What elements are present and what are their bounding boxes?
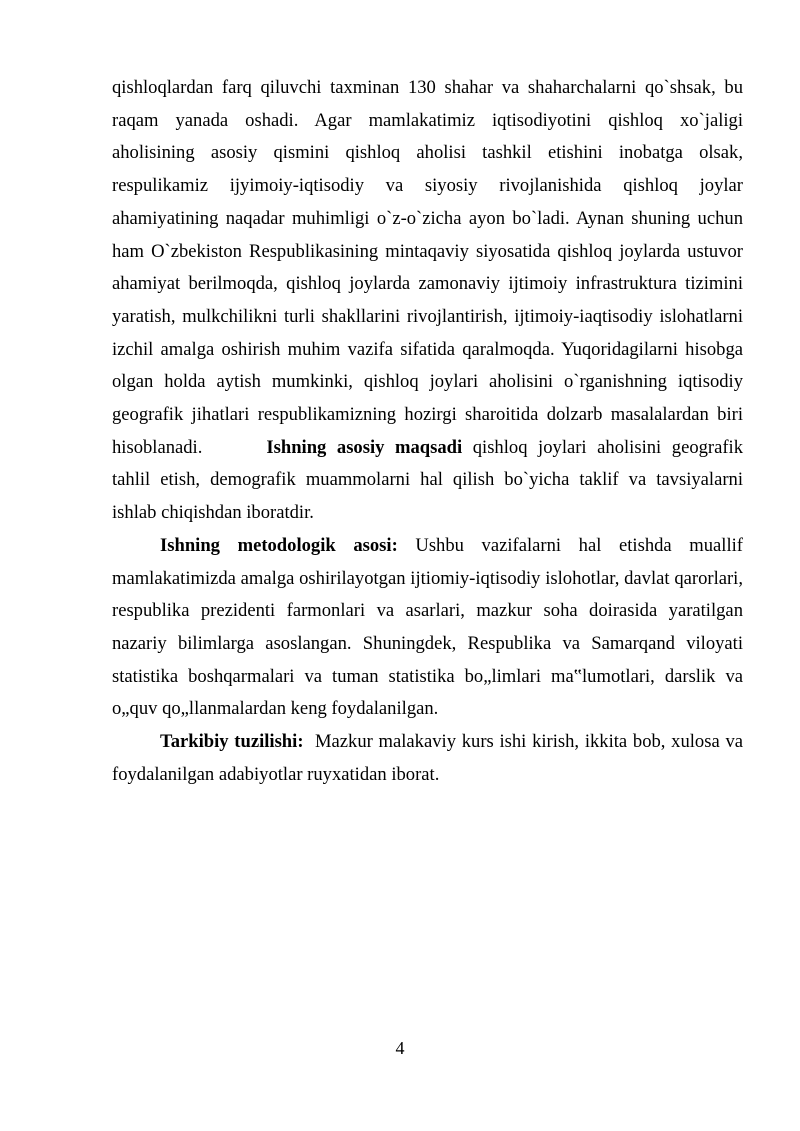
paragraph-structure	[112, 726, 748, 791]
methodology-heading: Ishning metodologik asosi:	[160, 534, 398, 556]
goal-heading: Ishning asosiy maqsadi	[266, 436, 463, 458]
structure-text: Mazkur malakaviy kurs ishi kirish, ikkita bob, xulosa va foydalanilgan adabiyotlar ruyxatidan iborat.	[112, 731, 748, 785]
paragraph-intro	[112, 72, 743, 530]
document-body	[112, 72, 748, 791]
structure-heading: Tarkibiy tuzilishi:	[160, 731, 304, 753]
paragraph-intro-text: qishloqlardan farq qiluvchi taxminan 130 shahar va shaharchalarni qo`shsak, bu raqam yanada oshadi. Agar mamlakatimiz iqtisodiyotini qishloq xo`jaligi aholisining asosiy qismini qishloq aholisi tashkil etishini inobatga olsak, respulikamiz ijyimoiy-iqtisodiy va siyosiy rivojlanishida qishloq joylar ahamiyatining naqadar muhimligi o`z-o`zicha ayon bo`ladi. Aynan shuning uchun ham O`zbekiston Respublikasining mintaqaviy siyosatida qishloq joylarda ustuvor ahamiyat berilmoqda, qishloq joylarda zamonaviy ijtimoiy infrastruktura tizimini yaratish, mulkchilikni turli shakllarini rivojlantirish, ijtimoiy-iaqtisodiy islohatlarni izchil amalga oshirish muhim vazifa sifatida qaralmoqda. Yuqoridagilarni hisobga olgan holda aytish mumkinki, qishloq joylari aholisini o`rganishning iqtisodiy geografik jihatlari respublikamizning hozirgi sharoitida dolzarb masalalardan biri hisoblanadi.	[112, 77, 743, 458]
goal-text: qishloq joylari aholisini geografik tahlil etish, demografik muammolarni hal qilish bo`yicha taklif va tavsiyalarni ishlab chiqishdan iboratdir.	[112, 436, 744, 524]
page-number: 4	[395, 1038, 405, 1058]
methodology-text: Ushbu vazifalarni hal etishda muallif mamlakatimizda amalga oshirilayotgan ijtiomiy-iqtisodiy islohotlar, davlat qarorlari, respublika prezidenti farmonlari va asarlari, mazkur soha doirasida yaratilgan nazariy bilimlarga asoslangan. Shuningdek, Respublika va Samarqand viloyati statistika boshqarmalari va tuman statistika bo„limlari ma‟lumotlari, darslik va o„quv qo„llanmalardan keng foydalanilgan.	[112, 534, 743, 720]
paragraph-methodology	[112, 530, 743, 726]
